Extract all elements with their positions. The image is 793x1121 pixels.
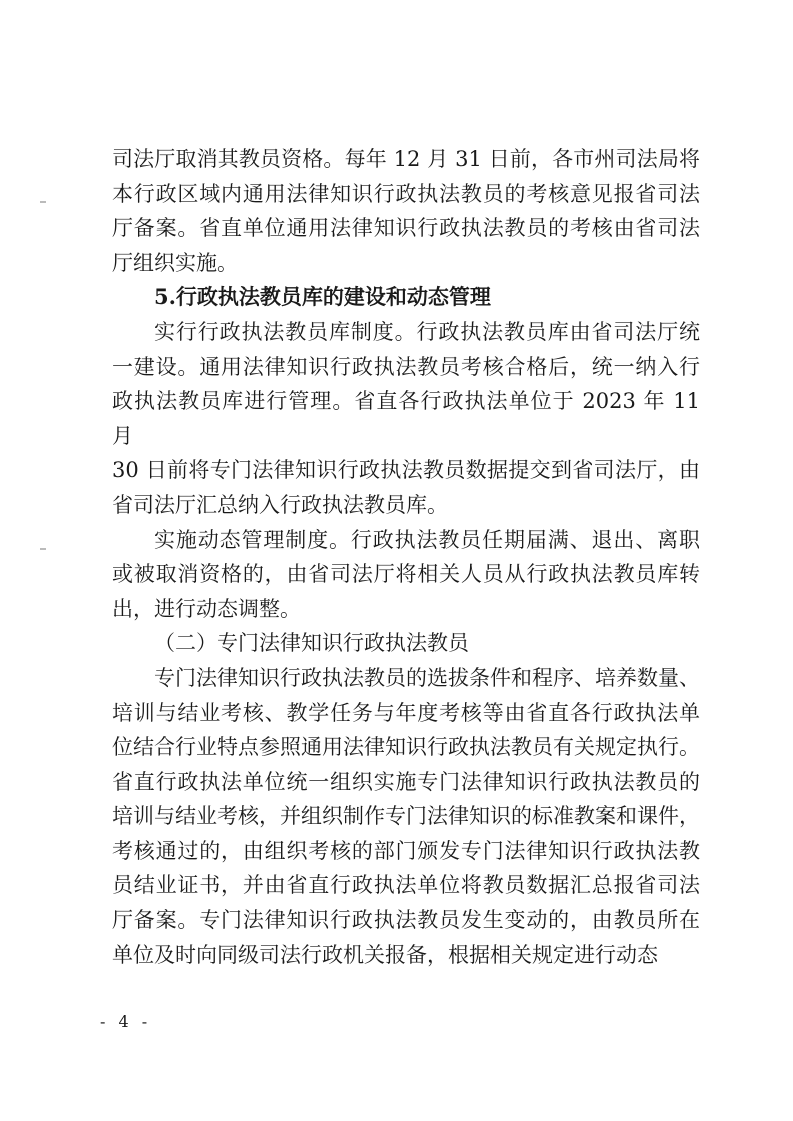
subsection-heading: （二）专门法律知识行政执法教员 bbox=[154, 631, 469, 656]
text-line: 省司法厅汇总纳入行政执法教员库。 bbox=[112, 492, 448, 517]
text-line: 考核通过的，由组织考核的部门颁发专门法律知识行政执法教 bbox=[112, 838, 700, 863]
text-line: 位结合行业特点参照通用法律知识行政执法教员有关规定执行。 bbox=[112, 735, 700, 760]
text-line: 实行行政执法教员库制度。行政执法教员库由省司法厅统 bbox=[154, 319, 700, 344]
text-line: 厅组织实施。 bbox=[112, 250, 238, 275]
text-line: 一建设。通用法律知识行政执法教员考核合格后，统一纳入行 bbox=[112, 354, 700, 379]
scan-artifact bbox=[40, 548, 46, 550]
document-body bbox=[112, 142, 700, 972]
text-line: 员结业证书，并由省直行政执法单位将教员数据汇总报省司法 bbox=[112, 873, 700, 898]
text-line: 培训与结业考核，并组织制作专门法律知识的标准教案和课件， bbox=[112, 804, 700, 829]
text-line: 培训与结业考核、教学任务与年度考核等由省直各行政执法单 bbox=[112, 700, 700, 725]
scan-artifact bbox=[40, 201, 46, 203]
body-paragraph bbox=[112, 315, 700, 523]
text-line: 实施动态管理制度。行政执法教员任期届满、退出、离职 bbox=[154, 527, 700, 552]
text-line: 政执法教员库进行管理。省直各行政执法单位于 2023 年 11 月 bbox=[112, 389, 700, 448]
body-paragraph bbox=[112, 142, 700, 280]
text-line: 单位及时向同级司法行政机关报备，根据相关规定进行动态 bbox=[112, 942, 658, 967]
text-line: 厅备案。专门法律知识行政执法教员发生变动的，由教员所在 bbox=[112, 908, 700, 933]
text-line: 省直行政执法单位统一组织实施专门法律知识行政执法教员的 bbox=[112, 769, 700, 794]
section-heading: 5.行政执法教员库的建设和动态管理 bbox=[154, 284, 491, 310]
text-line: 30 日前将专门法律知识行政执法教员数据提交到省司法厅，由 bbox=[112, 458, 700, 483]
text-line: 专门法律知识行政执法教员的选拔条件和程序、培养数量、 bbox=[154, 665, 700, 690]
text-line: 出，进行动态调整。 bbox=[112, 596, 301, 621]
text-line: 或被取消资格的，由省司法厅将相关人员从行政执法教员库转 bbox=[112, 562, 700, 587]
body-paragraph bbox=[112, 661, 700, 972]
text-line: 厅备案。省直单位通用法律知识行政执法教员的考核由省司法 bbox=[112, 216, 700, 241]
text-line: 司法厅取消其教员资格。每年 12 月 31 日前，各市州司法局将 bbox=[112, 147, 700, 171]
body-paragraph bbox=[112, 523, 700, 627]
text-line: 本行政区域内通用法律知识行政执法教员的考核意见报省司法 bbox=[112, 181, 700, 206]
page-number: - 4 - bbox=[100, 1012, 152, 1031]
